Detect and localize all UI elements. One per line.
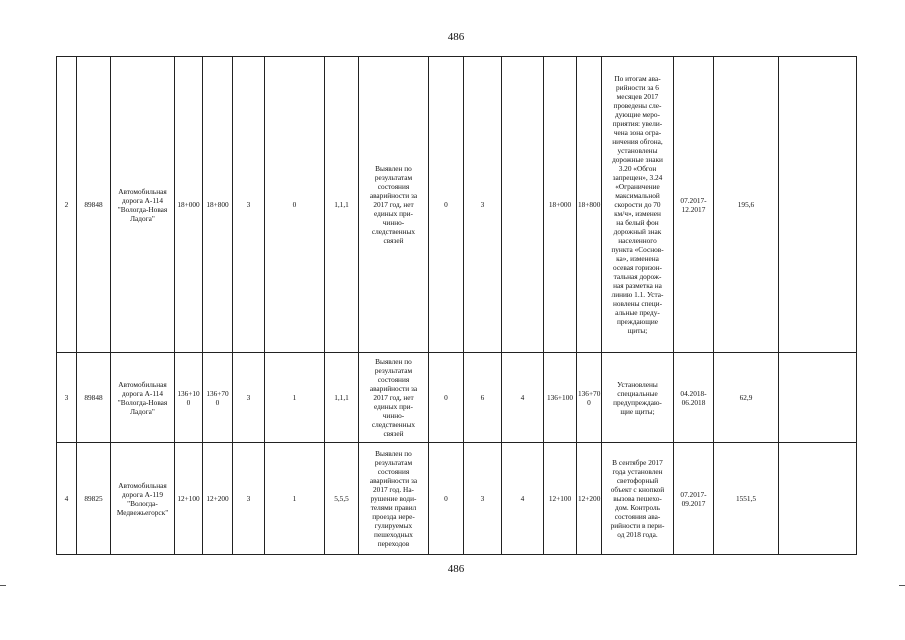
cell-col-9: 0 [429, 57, 464, 353]
cell-col-5: 3 [233, 353, 265, 443]
table-row [57, 57, 857, 353]
cell-col-9: 0 [429, 353, 464, 443]
cell-road-name: Автомобильная дорога А-114 "Вологда-Новая Ладога" [111, 353, 175, 443]
cell-col-6: 0 [265, 57, 325, 353]
page-number-bottom: 486 [447, 563, 465, 575]
cell-measures: По итогам ава- рийности за 6 месяцев 2017 проведены сле- дующие меро- приятия: увели- чена зона огра- ничения обгона, установлены дорожные знаки 3.20 «Обгон запрещен», 3.24 «Ограничение максимальной скорости до 70 км/ч», изменен на белый фон дорожный знак населенного пункта «Соснов- ка», изменена осевая горизон- тальная дорож- ная разметка на линию 1.1. Уста- новлены специ- альные преду- преждающие щиты; [602, 57, 674, 353]
cell-col-17 [779, 353, 857, 443]
cell-km-start: 136+10 0 [175, 353, 203, 443]
cell-col-10: 3 [464, 443, 502, 555]
cell-measures: Установлены специальные предупреждаю- щие щиты; [602, 353, 674, 443]
cell-road-code: 89825 [77, 443, 111, 555]
cell-col-7: 1,1,1 [325, 57, 359, 353]
cell-road-name: Автомобильная дорога А-119 "Вологда- Медвежьегорск" [111, 443, 175, 555]
cell-cost: 195,6 [714, 57, 779, 353]
table-row [57, 443, 857, 555]
cell-col-11 [502, 57, 544, 353]
cell-col-17 [779, 443, 857, 555]
cell-col-13: 18+800 [577, 57, 602, 353]
cell-col-13: 136+70 0 [577, 353, 602, 443]
cell-col-7: 5,5,5 [325, 443, 359, 555]
cell-cost: 1551,5 [714, 443, 779, 555]
cell-row-number: 4 [57, 443, 77, 555]
edge-mark-left [0, 585, 6, 586]
cell-col-17 [779, 57, 857, 353]
cell-col-10: 3 [464, 57, 502, 353]
cell-period: 07.2017- 09.2017 [674, 443, 714, 555]
cell-km-end: 12+200 [203, 443, 233, 555]
cell-col-5: 3 [233, 443, 265, 555]
cell-col-7: 1,1,1 [325, 353, 359, 443]
cell-col-5: 3 [233, 57, 265, 353]
measures-table [56, 56, 857, 555]
cell-col-12: 12+100 [544, 443, 577, 555]
cell-period: 04.2018- 06.2018 [674, 353, 714, 443]
cell-km-start: 18+000 [175, 57, 203, 353]
cell-col-9: 0 [429, 443, 464, 555]
cell-row-number: 3 [57, 353, 77, 443]
cell-cost: 62,9 [714, 353, 779, 443]
cell-col-13: 12+200 [577, 443, 602, 555]
cell-col-11: 4 [502, 443, 544, 555]
cell-col-12: 18+000 [544, 57, 577, 353]
cell-col-6: 1 [265, 353, 325, 443]
cell-col-11: 4 [502, 353, 544, 443]
cell-row-number: 2 [57, 57, 77, 353]
cell-reason: Выявлен по результатам состояния аварийности за 2017 год. На- рушение води- телями правил проезда нере- гулируемых пешеходных переходов [359, 443, 429, 555]
cell-reason: Выявлен по результатам состояния аварийности за 2017 год, нет единых при- чинно- следственных связей [359, 57, 429, 353]
cell-period: 07.2017- 12.2017 [674, 57, 714, 353]
cell-measures: В сентябре 2017 года установлен светофорный объект с кнопкой вызова пешехо- дом. Контроль состояния ава- рийности в пери- од 2018 года. [602, 443, 674, 555]
cell-road-name: Автомобильная дорога А-114 "Вологда-Новая Ладога" [111, 57, 175, 353]
edge-mark-right [899, 585, 905, 586]
cell-road-code: 89848 [77, 57, 111, 353]
cell-reason: Выявлен по результатам состояния аварийности за 2017 год, нет единых при- чинно- следственных связей [359, 353, 429, 443]
cell-km-end: 18+800 [203, 57, 233, 353]
cell-road-code: 89848 [77, 353, 111, 443]
cell-col-12: 136+100 [544, 353, 577, 443]
table-row [57, 353, 857, 443]
cell-col-10: 6 [464, 353, 502, 443]
cell-km-end: 136+70 0 [203, 353, 233, 443]
page-number-top: 486 [447, 31, 465, 43]
cell-col-6: 1 [265, 443, 325, 555]
cell-km-start: 12+100 [175, 443, 203, 555]
